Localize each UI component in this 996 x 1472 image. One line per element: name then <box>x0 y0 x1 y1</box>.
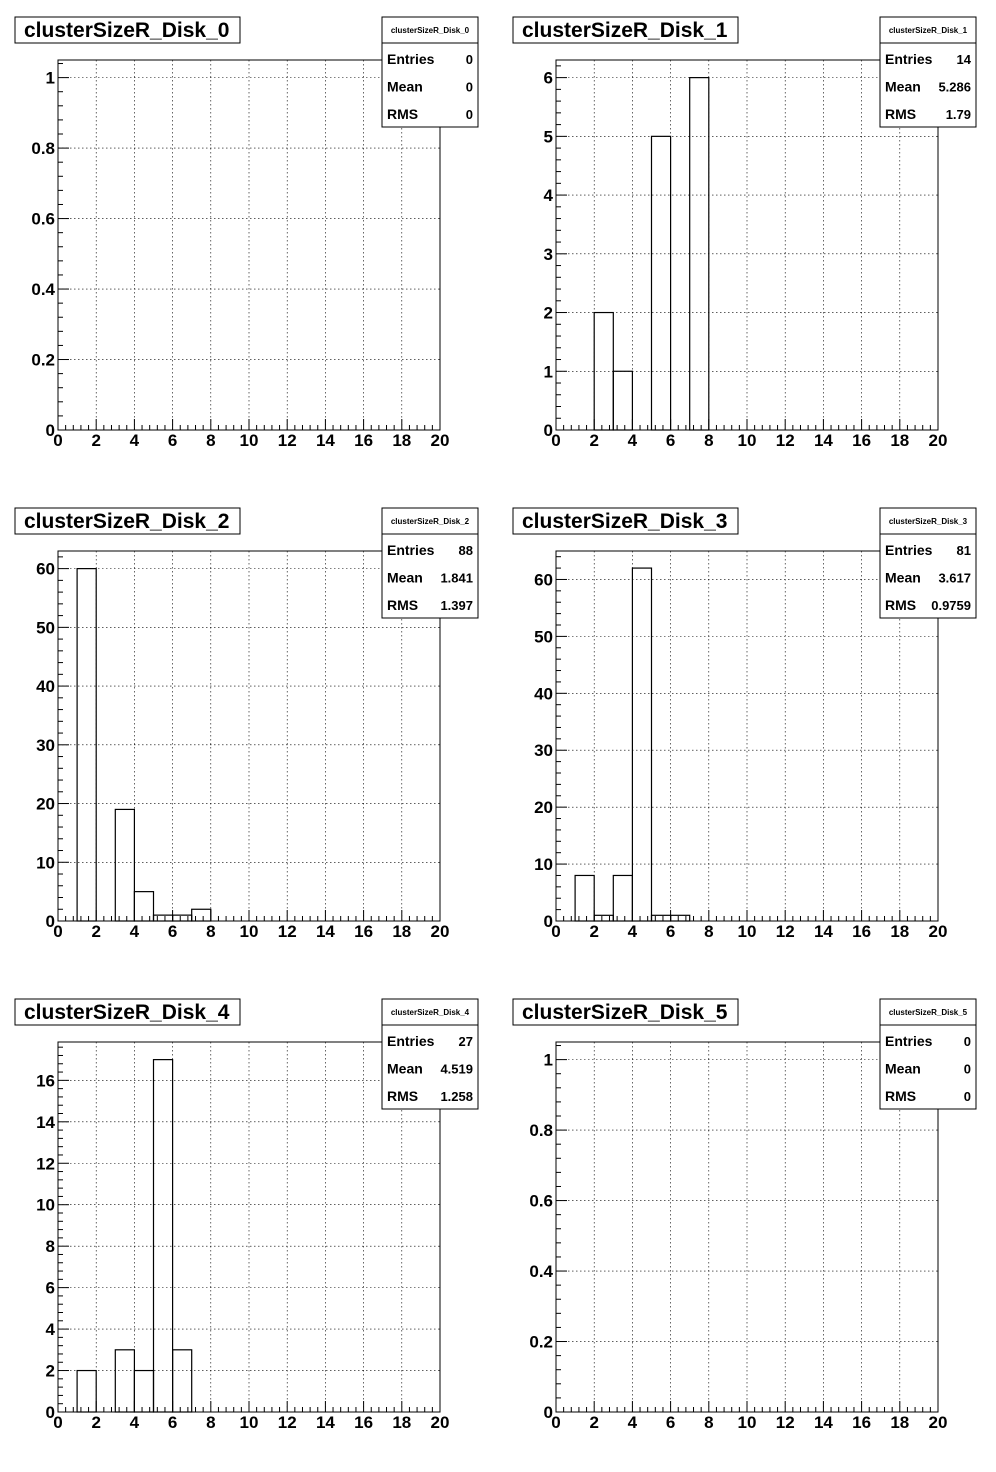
x-tick-label: 10 <box>239 1413 259 1432</box>
x-tick-label: 10 <box>737 431 757 450</box>
stats-label: RMS <box>885 106 917 122</box>
y-tick-label: 2 <box>45 1361 55 1381</box>
stats-value: 1.79 <box>945 107 971 122</box>
y-tick-label: 30 <box>534 741 553 761</box>
y-tick-label: 60 <box>534 570 553 590</box>
y-tick-label: 2 <box>543 303 553 323</box>
x-tick-label: 10 <box>239 431 259 450</box>
y-tick-label: 0.2 <box>529 1332 553 1352</box>
stats-name: clusterSizeR_Disk_1 <box>888 26 968 35</box>
stats-value: 0 <box>963 1089 971 1104</box>
y-tick-label: 6 <box>543 68 553 88</box>
x-tick-label: 20 <box>928 922 948 941</box>
stats-name: clusterSizeR_Disk_4 <box>390 1008 470 1017</box>
x-tick-label: 6 <box>665 431 676 450</box>
x-tick-label: 18 <box>890 922 910 941</box>
y-tick-label: 0.4 <box>31 280 55 300</box>
chart-title: clusterSizeR_Disk_1 <box>522 19 728 42</box>
stats-name: clusterSizeR_Disk_3 <box>888 517 968 526</box>
stats-label: Mean <box>387 1060 423 1077</box>
stats-value: 88 <box>458 543 473 558</box>
chart-title: clusterSizeR_Disk_5 <box>522 1001 728 1024</box>
x-tick-label: 20 <box>928 431 948 450</box>
y-tick-label: 0 <box>543 1403 553 1422</box>
x-tick-label: 8 <box>206 1413 216 1432</box>
stats-value: 1.397 <box>440 598 473 613</box>
x-tick-label: 0 <box>53 1413 63 1432</box>
y-tick-label: 0.2 <box>31 350 55 370</box>
x-tick-label: 8 <box>704 1413 714 1432</box>
x-tick-label: 12 <box>775 431 795 450</box>
x-tick-label: 0 <box>551 922 561 941</box>
x-tick-label: 12 <box>277 922 297 941</box>
y-tick-label: 4 <box>45 1320 55 1340</box>
x-tick-label: 10 <box>239 922 259 941</box>
stats-value: 1.258 <box>440 1089 473 1104</box>
x-tick-label: 2 <box>91 922 101 941</box>
x-tick-label: 14 <box>813 431 833 450</box>
stats-value: 5.286 <box>938 79 971 95</box>
x-tick-label: 6 <box>665 1413 676 1432</box>
x-tick-label: 14 <box>315 922 335 941</box>
histogram-panel-5 <box>513 999 976 1432</box>
y-tick-label: 0 <box>45 1403 55 1422</box>
x-tick-label: 6 <box>167 431 178 450</box>
histogram-panel-2 <box>15 508 478 941</box>
x-tick-label: 18 <box>890 1413 910 1432</box>
y-tick-label: 0 <box>543 421 553 440</box>
y-tick-label: 50 <box>36 618 55 638</box>
stats-label: Entries <box>387 51 435 67</box>
histogram-panel-0 <box>15 17 478 450</box>
stats-value: 0 <box>963 1034 971 1049</box>
chart-title: clusterSizeR_Disk_4 <box>24 1001 230 1024</box>
stats-name: clusterSizeR_Disk_5 <box>888 1008 968 1017</box>
x-tick-label: 6 <box>665 922 676 941</box>
x-tick-label: 4 <box>627 431 638 450</box>
stats-label: Mean <box>387 569 423 586</box>
x-tick-label: 14 <box>813 1413 833 1432</box>
x-tick-label: 8 <box>704 922 714 941</box>
stats-value: 0 <box>963 1061 971 1077</box>
y-tick-label: 20 <box>36 794 55 814</box>
x-tick-label: 16 <box>354 431 374 450</box>
y-tick-label: 30 <box>36 735 55 755</box>
y-tick-label: 0 <box>45 912 55 931</box>
x-tick-label: 18 <box>392 922 412 941</box>
y-tick-label: 0.6 <box>529 1191 553 1211</box>
stats-value: 14 <box>956 52 971 67</box>
x-tick-label: 16 <box>354 1413 374 1432</box>
x-tick-label: 14 <box>315 1413 335 1432</box>
y-tick-label: 0 <box>543 912 553 931</box>
x-tick-label: 4 <box>129 922 140 941</box>
x-tick-label: 12 <box>277 1413 297 1432</box>
stats-value: 0 <box>465 107 473 122</box>
x-tick-label: 14 <box>315 431 335 450</box>
y-tick-label: 40 <box>534 684 553 704</box>
x-tick-label: 16 <box>852 431 872 450</box>
x-tick-label: 0 <box>551 431 561 450</box>
stats-label: Mean <box>387 78 423 95</box>
stats-label: Entries <box>885 542 933 558</box>
stats-value: 0 <box>465 52 473 67</box>
histogram-panel-1 <box>513 17 976 450</box>
stats-value: 81 <box>956 543 971 558</box>
chart-title: clusterSizeR_Disk_0 <box>24 19 230 42</box>
x-tick-label: 4 <box>627 922 638 941</box>
y-tick-label: 10 <box>534 855 553 875</box>
x-tick-label: 2 <box>91 431 101 450</box>
y-tick-label: 10 <box>36 1195 55 1215</box>
x-tick-label: 20 <box>430 431 450 450</box>
y-tick-label: 60 <box>36 559 55 579</box>
y-tick-label: 40 <box>36 677 55 697</box>
y-tick-label: 0 <box>45 421 55 440</box>
stats-label: RMS <box>885 1088 917 1104</box>
x-tick-label: 2 <box>589 431 599 450</box>
x-tick-label: 20 <box>430 1413 450 1432</box>
x-tick-label: 2 <box>589 922 599 941</box>
x-tick-label: 10 <box>737 1413 757 1432</box>
x-tick-label: 4 <box>129 1413 140 1432</box>
stats-value: 0 <box>465 79 473 95</box>
x-tick-label: 14 <box>813 922 833 941</box>
x-tick-label: 0 <box>53 431 63 450</box>
y-tick-label: 14 <box>36 1112 55 1132</box>
stats-label: Mean <box>885 78 921 95</box>
x-tick-label: 6 <box>167 922 178 941</box>
stats-label: Entries <box>387 542 435 558</box>
y-tick-label: 0.6 <box>31 209 55 229</box>
x-tick-label: 8 <box>206 431 216 450</box>
x-tick-label: 16 <box>852 922 872 941</box>
x-tick-label: 8 <box>704 431 714 450</box>
stats-label: RMS <box>387 1088 419 1104</box>
histogram-panel-3 <box>513 508 976 941</box>
y-tick-label: 3 <box>543 244 553 264</box>
x-tick-label: 12 <box>277 431 297 450</box>
stats-value: 1.841 <box>440 570 473 586</box>
stats-label: Mean <box>885 1060 921 1077</box>
x-tick-label: 0 <box>53 922 63 941</box>
x-tick-label: 2 <box>589 1413 599 1432</box>
stats-value: 3.617 <box>938 570 971 586</box>
stats-name: clusterSizeR_Disk_0 <box>390 26 470 35</box>
x-tick-label: 12 <box>775 1413 795 1432</box>
chart-title: clusterSizeR_Disk_3 <box>522 510 728 533</box>
y-tick-label: 12 <box>36 1154 55 1174</box>
stats-value: 27 <box>458 1034 473 1049</box>
x-tick-label: 16 <box>852 1413 872 1432</box>
x-tick-label: 20 <box>928 1413 948 1432</box>
x-tick-label: 4 <box>129 431 140 450</box>
y-tick-label: 5 <box>543 127 553 147</box>
stats-label: Entries <box>885 51 933 67</box>
x-tick-label: 20 <box>430 922 450 941</box>
stats-label: RMS <box>387 106 419 122</box>
chart-title: clusterSizeR_Disk_2 <box>24 510 230 533</box>
y-tick-label: 10 <box>36 853 55 873</box>
stats-value: 0.9759 <box>931 598 971 613</box>
stats-value: 4.519 <box>440 1061 473 1077</box>
x-tick-label: 10 <box>737 922 757 941</box>
y-tick-label: 20 <box>534 798 553 818</box>
y-tick-label: 1 <box>543 1050 553 1070</box>
histogram-panel-4 <box>15 999 478 1432</box>
y-tick-label: 1 <box>45 68 55 88</box>
stats-label: RMS <box>387 597 419 613</box>
stats-name: clusterSizeR_Disk_2 <box>390 517 470 526</box>
stats-label: Mean <box>885 569 921 586</box>
stats-label: Entries <box>387 1033 435 1049</box>
stats-label: RMS <box>885 597 917 613</box>
x-tick-label: 2 <box>91 1413 101 1432</box>
stats-label: Entries <box>885 1033 933 1049</box>
x-tick-label: 12 <box>775 922 795 941</box>
x-tick-label: 16 <box>354 922 374 941</box>
x-tick-label: 18 <box>392 431 412 450</box>
y-tick-label: 0.8 <box>529 1121 553 1141</box>
y-tick-label: 0.8 <box>31 139 55 159</box>
x-tick-label: 8 <box>206 922 216 941</box>
y-tick-label: 50 <box>534 627 553 647</box>
x-tick-label: 18 <box>392 1413 412 1432</box>
y-tick-label: 6 <box>45 1278 55 1298</box>
y-tick-label: 0.4 <box>529 1262 553 1282</box>
y-tick-label: 8 <box>45 1237 55 1257</box>
x-tick-label: 4 <box>627 1413 638 1432</box>
x-tick-label: 6 <box>167 1413 178 1432</box>
y-tick-label: 16 <box>36 1071 55 1091</box>
x-tick-label: 18 <box>890 431 910 450</box>
x-tick-label: 0 <box>551 1413 561 1432</box>
y-tick-label: 4 <box>543 186 553 206</box>
y-tick-label: 1 <box>543 362 553 382</box>
